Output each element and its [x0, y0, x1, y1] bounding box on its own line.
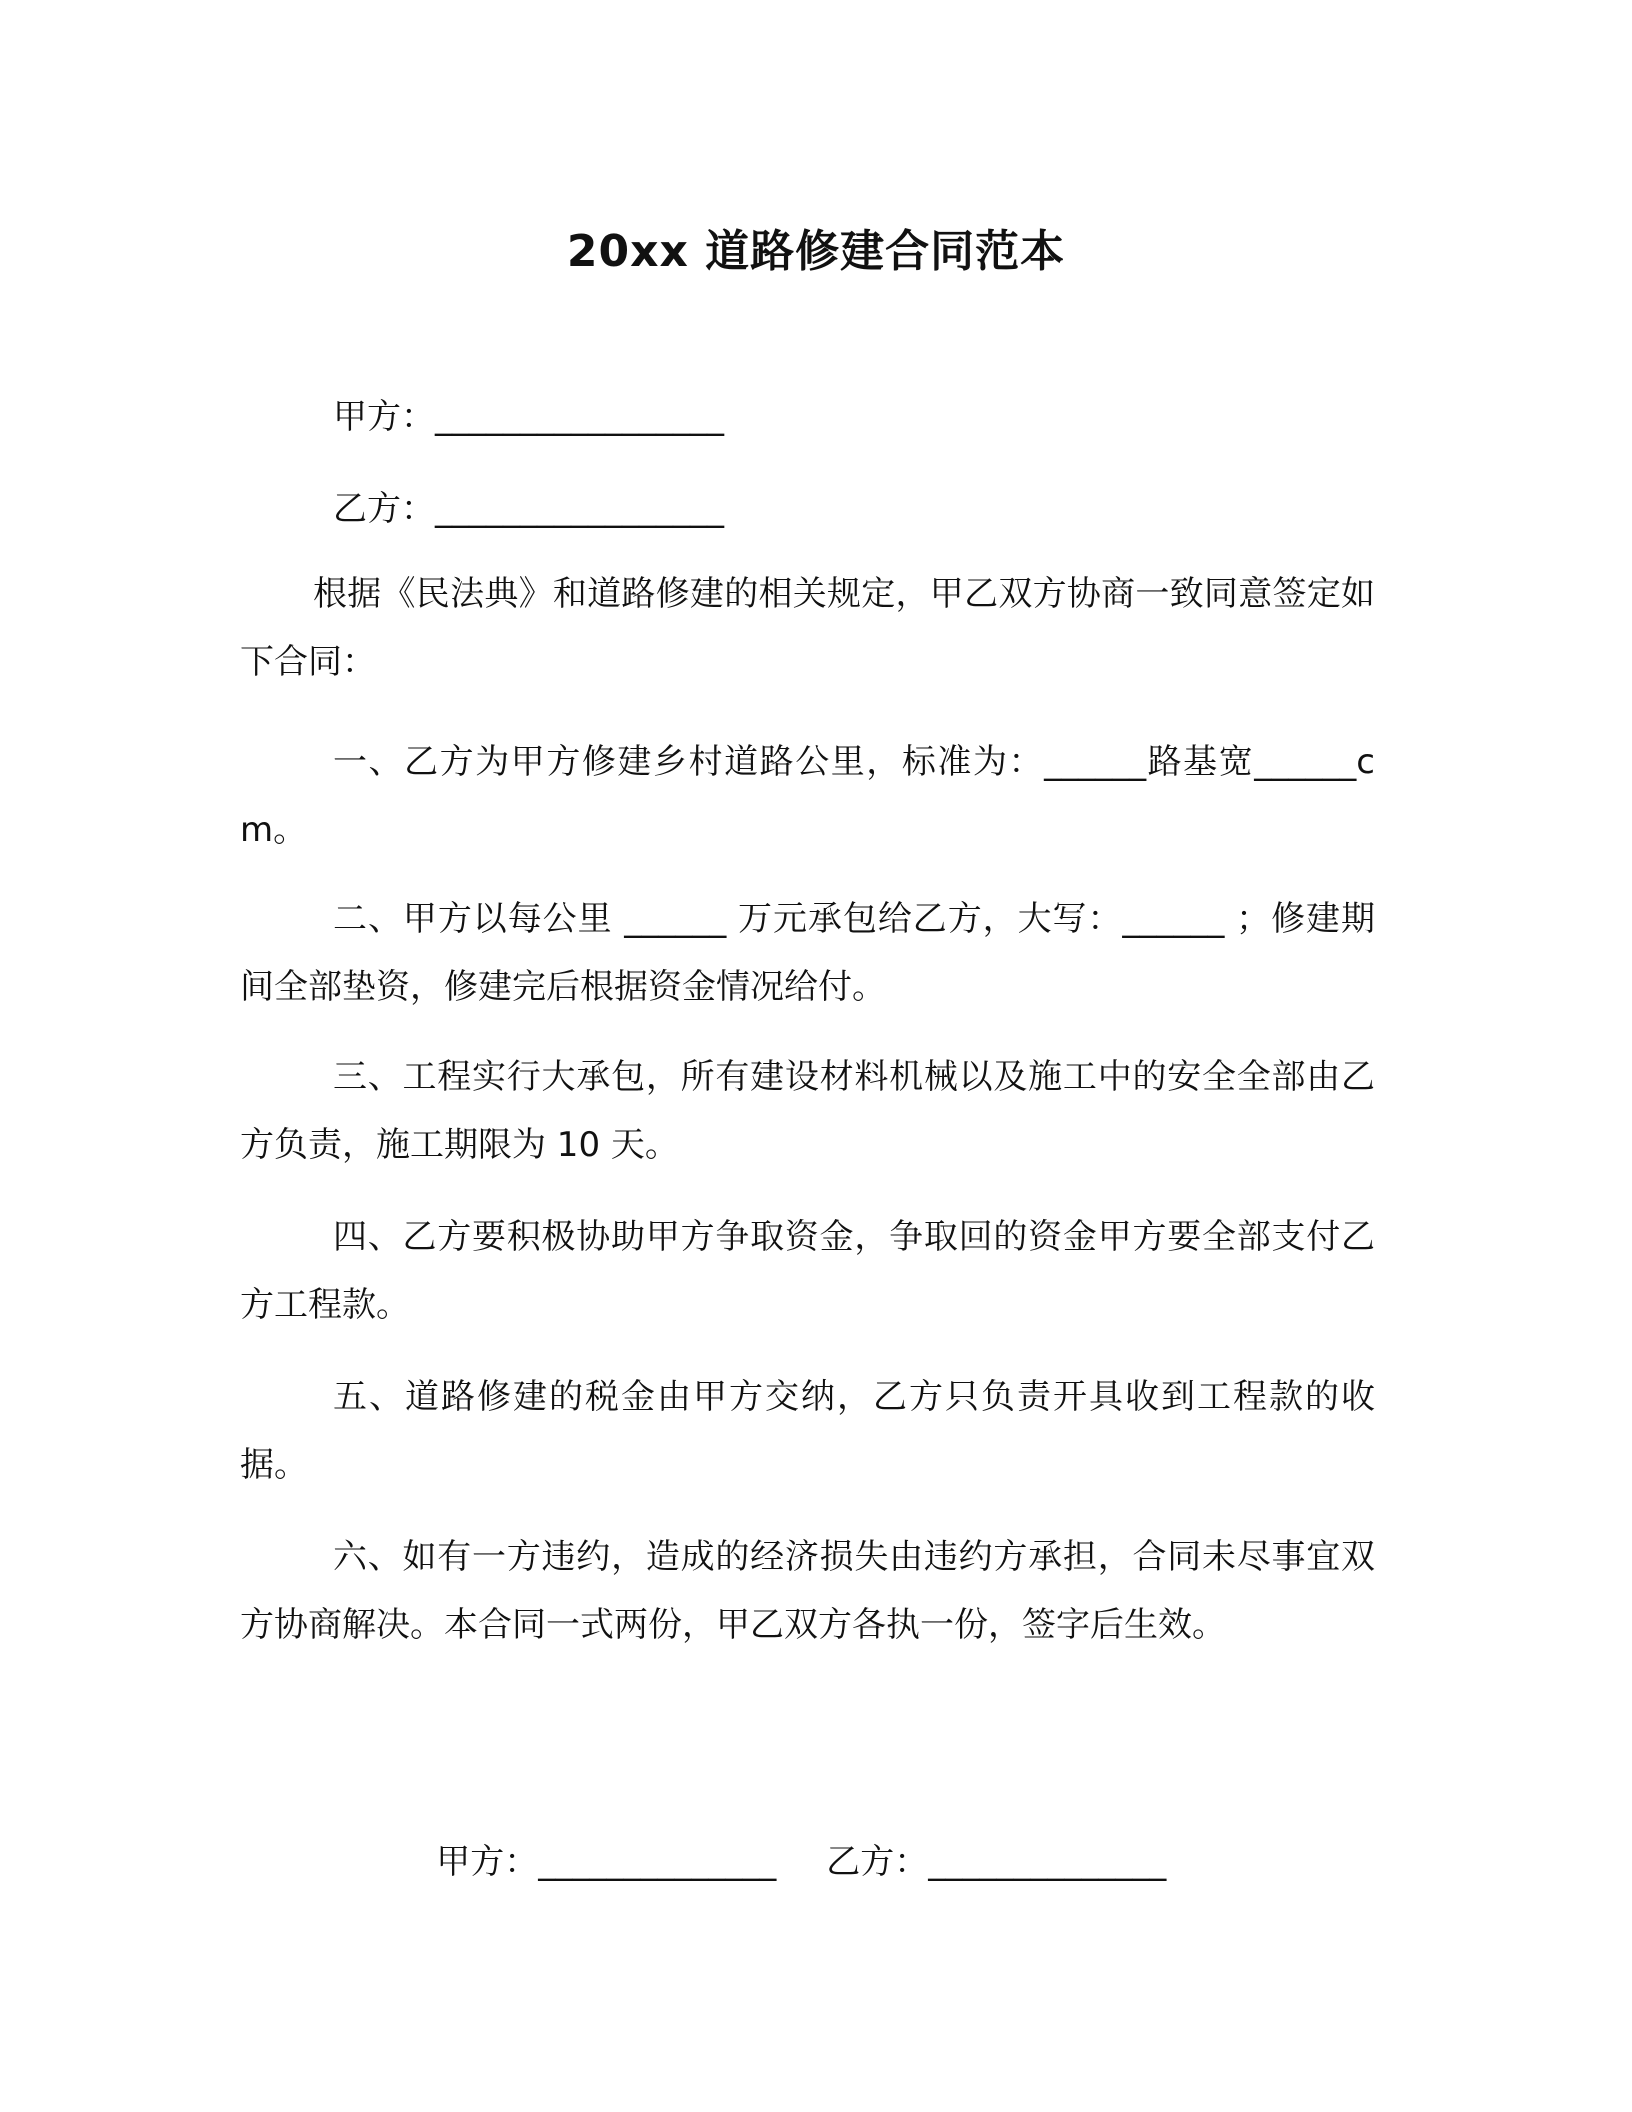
- intro-paragraph: 根据《民法典》和道路修建的相关规定，甲乙双方协商一致同意签定如下合同：: [240, 574, 1375, 682]
- signature-row: [393, 1787, 1166, 1937]
- clause-1: 一、乙方为甲方修建乡村道路公里，标准为：______路基宽______cm。: [240, 742, 1375, 850]
- signature-party-a: 甲方：______________: [436, 1842, 777, 1882]
- signature-party-b: 乙方：______________: [826, 1842, 1167, 1882]
- clause-3: 三、工程实行大承包，所有建设材料机械以及施工中的安全全部由乙方负责，施工期限为 10 天。: [240, 1057, 1375, 1165]
- party-b-line: 乙方：_________________: [333, 489, 724, 529]
- clause-2: 二、甲方以每公里 ______ 万元承包给乙方，大写：______ ；修建期间全部垫资，修建完后根据资金情况给付。: [240, 899, 1375, 1007]
- clause-4: 四、乙方要积极协助甲方争取资金，争取回的资金甲方要全部支付乙方工程款。: [240, 1217, 1375, 1325]
- party-a-line: 甲方：_________________: [333, 397, 724, 437]
- clause-6: 六、如有一方违约，造成的经济损失由违约方承担，合同未尽事宜双方协商解决。本合同一式两份，甲乙双方各执一份，签字后生效。: [240, 1537, 1375, 1645]
- clause-5: 五、道路修建的税金由甲方交纳，乙方只负责开具收到工程款的收据。: [240, 1377, 1375, 1485]
- document-title: 20xx 道路修建合同范本: [566, 226, 1066, 277]
